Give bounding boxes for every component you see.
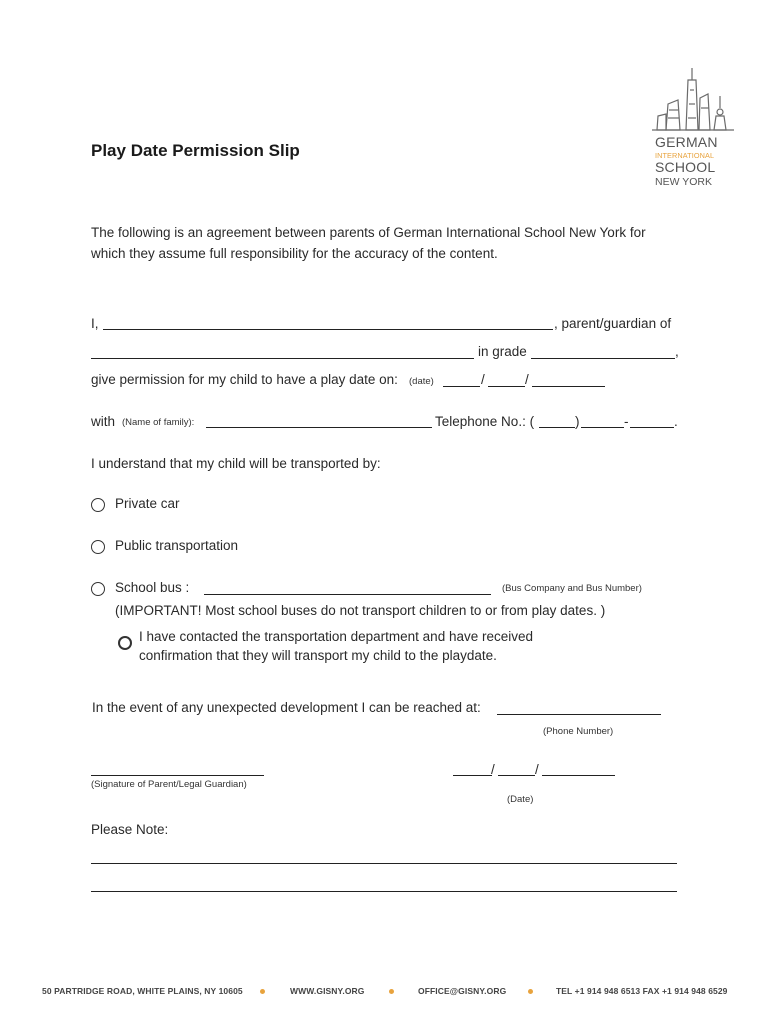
family-name-field[interactable] bbox=[206, 427, 432, 428]
signature-date-sep-2: / bbox=[535, 762, 539, 777]
telephone-label: Telephone No.: ( bbox=[435, 414, 535, 429]
footer-dot-1 bbox=[260, 989, 265, 994]
bus-company-small-label: (Bus Company and Bus Number) bbox=[502, 583, 642, 594]
school-bus-radio[interactable] bbox=[91, 582, 105, 596]
intro-line-2: which they assume full responsibility for the accuracy of the content. bbox=[91, 246, 498, 261]
i-label: I, bbox=[91, 316, 99, 331]
school-bus-label: School bus : bbox=[115, 580, 190, 595]
note-line-1[interactable] bbox=[91, 863, 677, 864]
transported-by-label: I understand that my child will be transported by: bbox=[91, 456, 381, 471]
note-line-2[interactable] bbox=[91, 891, 677, 892]
parent-guardian-of-label: , parent/guardian of bbox=[554, 316, 672, 331]
date-small-label: (date) bbox=[409, 376, 434, 387]
public-transportation-radio[interactable] bbox=[91, 540, 105, 554]
footer-dot-2 bbox=[389, 989, 394, 994]
grade-comma: , bbox=[675, 344, 679, 359]
emergency-phone-field[interactable] bbox=[497, 714, 661, 715]
signature-date-month-field[interactable] bbox=[453, 775, 492, 776]
signature-date-sep-1: / bbox=[491, 762, 495, 777]
footer-phones: TEL +1 914 948 6513 FAX +1 914 948 6529 bbox=[556, 986, 728, 996]
page-title: Play Date Permission Slip bbox=[91, 141, 300, 160]
telephone-dash: - bbox=[624, 414, 629, 429]
give-permission-label: give permission for my child to have a play date on: bbox=[91, 372, 398, 387]
telephone-line-field[interactable] bbox=[630, 427, 674, 428]
intro-line-1: The following is an agreement between parents of German International School New York for bbox=[91, 225, 646, 240]
emergency-contact-label: In the event of any unexpected development I can be reached at: bbox=[92, 700, 481, 715]
telephone-prefix-field[interactable] bbox=[581, 427, 624, 428]
logo-school: SCHOOL bbox=[655, 159, 716, 175]
play-date-sep-1: / bbox=[481, 372, 485, 387]
date-small-caption: (Date) bbox=[507, 794, 534, 805]
telephone-area-field[interactable] bbox=[539, 427, 575, 428]
public-transportation-label: Public transportation bbox=[115, 538, 239, 553]
footer-address: 50 PARTRIDGE ROAD, WHITE PLAINS, NY 10605 bbox=[42, 986, 243, 996]
footer-email[interactable]: OFFICE@GISNY.ORG bbox=[418, 986, 507, 996]
signature-small-label: (Signature of Parent/Legal Guardian) bbox=[91, 779, 247, 790]
signature-date-day-field[interactable] bbox=[498, 775, 535, 776]
signature-date-year-field[interactable] bbox=[542, 775, 615, 776]
private-car-label: Private car bbox=[115, 496, 180, 511]
telephone-period: . bbox=[674, 414, 678, 429]
parent-name-field[interactable] bbox=[103, 329, 553, 330]
in-grade-label: in grade bbox=[478, 344, 527, 359]
play-date-sep-2: / bbox=[525, 372, 529, 387]
important-note: (IMPORTANT! Most school buses do not transport children to or from play dates. ) bbox=[115, 603, 606, 618]
play-date-day-field[interactable] bbox=[488, 386, 525, 387]
signature-field[interactable] bbox=[91, 775, 264, 776]
name-of-family-label: (Name of family): bbox=[122, 417, 195, 428]
phone-number-small-label: (Phone Number) bbox=[543, 726, 614, 737]
transport-confirmation-radio[interactable] bbox=[118, 636, 132, 650]
play-date-year-field[interactable] bbox=[532, 386, 605, 387]
confirmation-line-1: I have contacted the transportation department and have received bbox=[139, 629, 534, 644]
logo-new-york: NEW YORK bbox=[655, 176, 712, 188]
please-note-label: Please Note: bbox=[91, 822, 169, 837]
play-date-month-field[interactable] bbox=[443, 386, 480, 387]
child-name-field[interactable] bbox=[91, 358, 474, 359]
with-label: with bbox=[91, 414, 116, 429]
logo-german: GERMAN bbox=[655, 134, 718, 150]
logo-international: INTERNATIONAL bbox=[655, 151, 715, 160]
grade-field[interactable] bbox=[531, 358, 675, 359]
footer-website[interactable]: WWW.GISNY.ORG bbox=[290, 986, 365, 996]
private-car-radio[interactable] bbox=[91, 498, 105, 512]
confirmation-line-2: confirmation that they will transport my child to the playdate. bbox=[139, 648, 497, 663]
telephone-close-paren: ) bbox=[575, 414, 580, 429]
footer-dot-3 bbox=[528, 989, 533, 994]
bus-company-field[interactable] bbox=[204, 594, 491, 595]
